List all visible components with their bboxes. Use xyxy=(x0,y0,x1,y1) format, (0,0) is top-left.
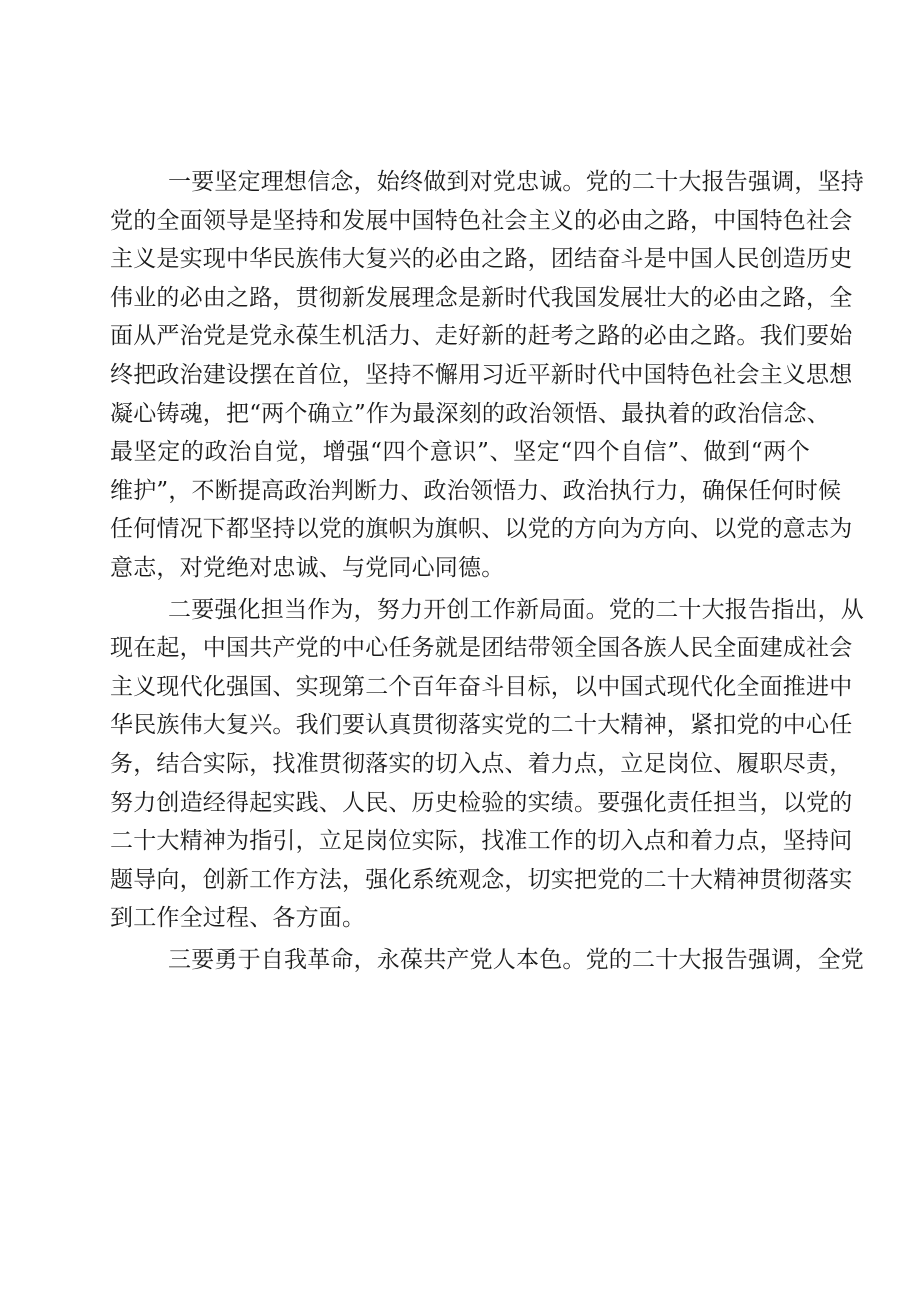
paragraph-1-line: 伟业的必由之路，贯彻新发展理念是新时代我国发展壮大的必由之路，全 xyxy=(110,284,853,311)
paragraph-2-line: 二要强化担当作为，努力开创工作新局面。党的二十大报告指出，从 xyxy=(168,596,864,623)
paragraph-1-line: 任何情况下都坚持以党的旗帜为旗帜、以党的方向为方向、以党的意志为 xyxy=(110,516,853,543)
paragraph-2-line: 现在起，中国共产党的中心任务就是团结带领全国各族人民全面建成社会 xyxy=(110,635,853,662)
paragraph-2-line: 到工作全过程、各方面。 xyxy=(110,905,366,932)
paragraph-2-line: 务，结合实际，找准贯彻落实的切入点、着力点，立足岗位、履职尽责， xyxy=(110,750,853,777)
paragraph-1-line: 终把政治建设摆在首位，坚持不懈用习近平新时代中国特色社会主义思想 xyxy=(110,361,853,388)
paragraph-1-line: 意志，对党绝对忠诚、与党同心同德。 xyxy=(110,554,505,581)
body-text xyxy=(110,163,864,979)
paragraph-1-line: 凝心铸魂，把“两个确立”作为最深刻的政治领悟、最执着的政治信念、 xyxy=(110,400,830,427)
paragraph-2-line: 华民族伟大复兴。我们要认真贯彻落实党的二十大精神，紧扣党的中心任 xyxy=(110,712,853,739)
paragraph-1-line: 一要坚定理想信念，始终做到对党忠诚。党的二十大报告强调，坚持 xyxy=(168,169,864,195)
paragraph-2-line: 二十大精神为指引，立足岗位实际，找准工作的切入点和着力点，坚持问 xyxy=(110,828,853,855)
paragraph-3-line: 三要勇于自我革命，永葆共产党人本色。党的二十大报告强调，全党 xyxy=(168,946,864,973)
paragraph-1-line: 维护”，不断提高政治判断力、政治领悟力、政治执行力，确保任何时候 xyxy=(110,477,842,504)
paragraph-2-line: 主义现代化强国、实现第二个百年奋斗目标，以中国式现代化全面推进中 xyxy=(110,673,853,700)
paragraph-1-line: 主义是实现中华民族伟大复兴的必由之路，团结奋斗是中国人民创造历史 xyxy=(110,246,853,273)
paragraph-1-line: 党的全面领导是坚持和发展中国特色社会主义的必由之路，中国特色社会 xyxy=(110,207,853,234)
paragraph-1-line: 最坚定的政治自觉，增强“四个意识”、坚定“四个自信”、做到“两个 xyxy=(110,439,810,466)
paragraph-2-line: 题导向，创新工作方法，强化系统观念，切实把党的二十大精神贯彻落实 xyxy=(110,866,853,893)
paragraph-2-line: 努力创造经得起实践、人民、历史检验的实绩。要强化责任担当，以党的 xyxy=(110,789,853,816)
paragraph-1-line: 面从严治党是党永葆生机活力、走好新的赶考之路的必由之路。我们要始 xyxy=(110,323,853,350)
